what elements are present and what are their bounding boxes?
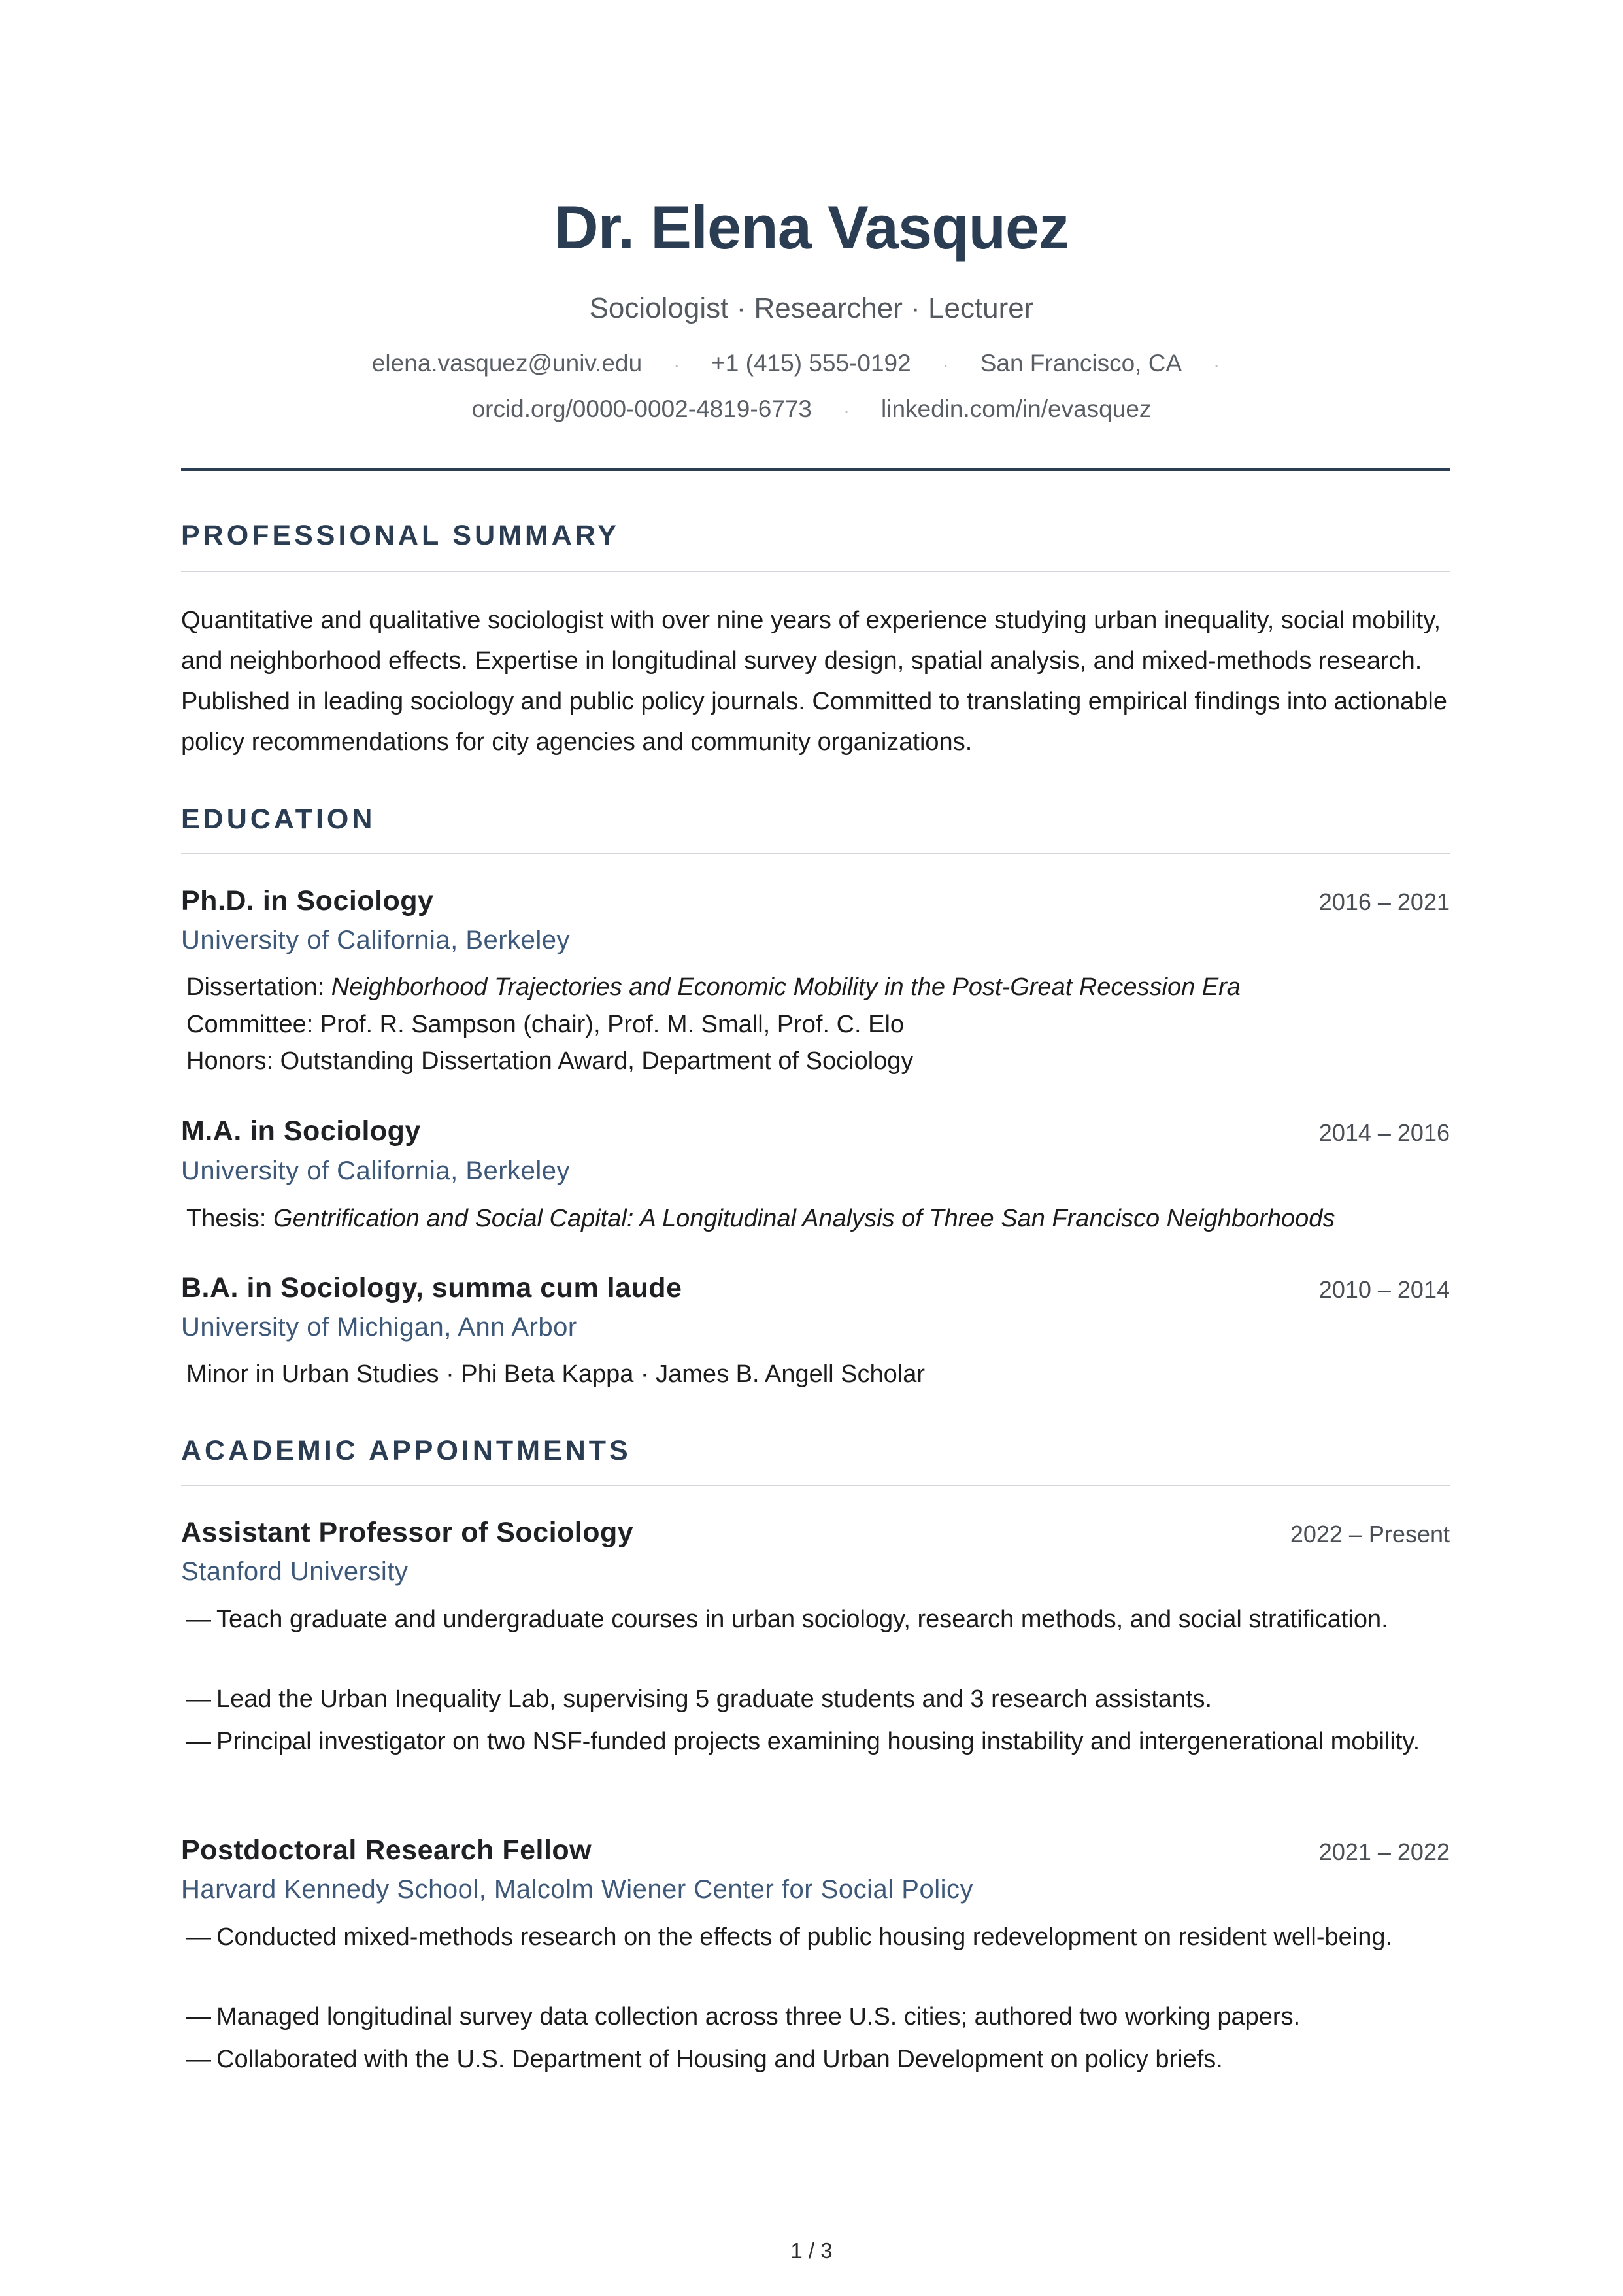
- education-dates: 2016 – 2021: [1318, 888, 1450, 915]
- section-divider: [181, 1485, 1450, 1486]
- education-notes: Minor in Urban Studies · Phi Beta Kappa · James B. Angell Scholar: [186, 1360, 926, 1388]
- page-number: 1 / 3: [790, 2238, 833, 2263]
- thesis-title: Gentrification and Social Capital: A Longitudinal Analysis of Three San Francisco Neighborhoods: [273, 1205, 1335, 1232]
- education-dissertation: [186, 973, 1241, 1003]
- education-degree: B.A. in Sociology, summa cum laude: [181, 1272, 682, 1304]
- education-honors: Honors: Outstanding Dissertation Award, Department of Sociology: [186, 1047, 914, 1075]
- list-item: [186, 1723, 1448, 1761]
- dissertation-label: Dissertation:: [186, 973, 331, 1001]
- contact-separator: ·: [843, 400, 850, 422]
- appointment-institution: Stanford University: [181, 1557, 409, 1586]
- bullet-text: Principal investigator on two NSF-funded projects examining housing instability and intergenerational mobility.: [216, 1728, 1420, 1755]
- bullet-dash: —: [186, 1728, 211, 1755]
- location: San Francisco, CA: [980, 350, 1182, 377]
- education-dates: 2010 – 2014: [1318, 1276, 1450, 1303]
- appointment-dates: 2022 – Present: [1290, 1521, 1450, 1547]
- education-thesis: [186, 1204, 1335, 1234]
- section-title-appointments: ACADEMIC APPOINTMENTS: [181, 1435, 631, 1466]
- bullet-dash: —: [186, 2046, 211, 2073]
- bullet-text: Managed longitudinal survey data collection across three U.S. cities; authored two working papers.: [216, 2003, 1301, 2031]
- list-item: [186, 1600, 1448, 1638]
- email-link[interactable]: elena.vasquez@univ.edu: [371, 350, 643, 377]
- tagline: Sociologist · Researcher · Lecturer: [589, 292, 1034, 324]
- bullet-dash: —: [186, 1685, 211, 1713]
- bullet-dash: —: [186, 1606, 211, 1633]
- list-item: [186, 1998, 1448, 2036]
- education-degree: M.A. in Sociology: [181, 1115, 421, 1147]
- education-committee: Committee: Prof. R. Sampson (chair), Prof. M. Small, Prof. C. Elo: [186, 1011, 905, 1038]
- education-institution: University of California, Berkeley: [181, 1156, 570, 1185]
- header-divider: [181, 468, 1450, 471]
- bullet-text: Teach graduate and undergraduate courses in urban sociology, research methods, and social stratification.: [216, 1606, 1388, 1633]
- linkedin-link[interactable]: linkedin.com/in/evasquez: [881, 396, 1152, 422]
- contact-row-1: [0, 349, 1623, 378]
- list-item: [186, 2040, 1448, 2078]
- list-item: [186, 1918, 1448, 1956]
- dissertation-title: Neighborhood Trajectories and Economic Mobility in the Post-Great Recession Era: [331, 973, 1241, 1001]
- section-divider: [181, 571, 1450, 572]
- bullet-text: Lead the Urban Inequality Lab, supervising 5 graduate students and 3 research assistants.: [216, 1685, 1213, 1713]
- section-title-education: EDUCATION: [181, 803, 376, 835]
- appointment-institution: Harvard Kennedy School, Malcolm Wiener Center for Social Policy: [181, 1875, 973, 1904]
- appointment-role: Assistant Professor of Sociology: [181, 1517, 634, 1548]
- appointment-role: Postdoctoral Research Fellow: [181, 1834, 592, 1866]
- phone-number: +1 (415) 555-0192: [711, 350, 911, 377]
- contact-separator: ·: [1213, 354, 1220, 376]
- summary-text: Quantitative and qualitative sociologist with over nine years of experience studying urban inequality, social mobility, and neighborhood effects. Expertise in longitudinal survey design, spatial analysis, and mixed-methods research. Published in leading sociology and public policy journals. Committed to translating empirical findings into actionable policy recommendations for city agencies and community organizations.: [181, 607, 1447, 756]
- bullet-dash: —: [186, 1923, 211, 1951]
- education-dates: 2014 – 2016: [1318, 1119, 1450, 1146]
- section-divider: [181, 853, 1450, 854]
- list-item: [186, 1680, 1448, 1718]
- education-institution: University of California, Berkeley: [181, 926, 570, 954]
- education-degree: Ph.D. in Sociology: [181, 885, 434, 917]
- bullet-dash: —: [186, 2003, 211, 2031]
- bullet-text: Collaborated with the U.S. Department of Housing and Urban Development on policy briefs.: [216, 2046, 1223, 2073]
- contact-separator: ·: [673, 354, 680, 376]
- appointment-dates: 2021 – 2022: [1318, 1838, 1450, 1865]
- orcid-link[interactable]: orcid.org/0000-0002-4819-6773: [471, 396, 812, 422]
- contact-row-2: [0, 395, 1623, 424]
- person-name: Dr. Elena Vasquez: [554, 193, 1069, 262]
- section-title-summary: PROFESSIONAL SUMMARY: [181, 520, 620, 551]
- bullet-text: Conducted mixed-methods research on the effects of public housing redevelopment on resident well-being.: [216, 1923, 1393, 1951]
- education-institution: University of Michigan, Ann Arbor: [181, 1313, 577, 1342]
- contact-separator: ·: [942, 354, 949, 376]
- thesis-label: Thesis:: [186, 1205, 274, 1232]
